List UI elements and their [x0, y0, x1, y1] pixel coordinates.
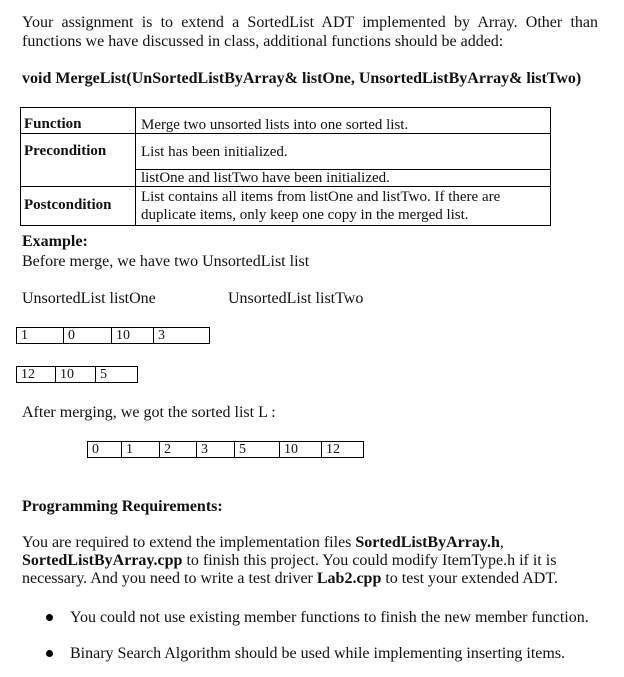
precondition-label: Precondition — [24, 143, 107, 159]
after-merge-text: After merging, we got the sorted list L : — [22, 404, 276, 421]
array-cell: 10 — [280, 441, 322, 458]
bullet-text: You could not use existing member functions to finish the new member function. — [70, 609, 589, 626]
programming-title: Programming Requirements: — [22, 498, 223, 515]
function-label: Function — [24, 116, 82, 132]
body-text: , — [499, 534, 504, 551]
example-description: Before merge, we have two UnsortedList list — [22, 253, 310, 270]
spec-table-divider — [135, 108, 136, 225]
list-one-array — [16, 327, 210, 344]
file-name-cpp: SortedListByArray.cpp — [22, 552, 183, 569]
precondition-value-2: listOne and listTwo have been initialized. — [141, 170, 390, 186]
body-text: to finish this project. You could modify ItemType.h if it is necessary. And you need to write a test driver — [22, 552, 557, 587]
precondition-value: List has been initialized. — [141, 144, 288, 160]
merged-array — [87, 441, 364, 458]
file-name-lab: Lab2.cpp — [316, 570, 382, 587]
array-cell: 0 — [87, 441, 122, 458]
array-cell: 12 — [322, 441, 364, 458]
list-one-label: UnsortedList listOne — [22, 290, 156, 307]
list-two-array — [16, 366, 138, 383]
body-text: You are required to extend the implementation files — [22, 534, 356, 551]
postcondition-label: Postcondition — [24, 197, 112, 213]
bullet-icon — [46, 614, 53, 621]
array-cell: 2 — [160, 441, 197, 458]
array-cell: 10 — [56, 366, 96, 383]
programming-body — [22, 534, 602, 588]
postcondition-value: List contains all items from listOne and listTwo. If there are duplicate items, only keep one copy in the merged list. — [141, 189, 501, 223]
array-cell: 5 — [96, 366, 138, 383]
example-title: Example: — [22, 233, 88, 250]
function-signature: void MergeList(UnSortedListByArray& listOne, UnsortedListByArray& listTwo) — [22, 70, 582, 87]
array-cell: 1 — [16, 327, 64, 344]
body-text: to test your extended ADT. — [381, 570, 558, 587]
array-cell: 0 — [64, 327, 112, 344]
bullet-icon — [46, 650, 53, 657]
array-cell: 3 — [197, 441, 235, 458]
function-value: Merge two unsorted lists into one sorted list. — [141, 117, 409, 133]
file-name-h: SortedListByArray.h — [355, 534, 500, 551]
array-cell: 10 — [112, 327, 154, 344]
bullet-text: Binary Search Algorithm should be used while implementing inserting items. — [70, 645, 566, 662]
array-cell: 3 — [154, 327, 210, 344]
list-two-label: UnsortedList listTwo — [228, 290, 364, 307]
array-cell: 5 — [235, 441, 280, 458]
intro-paragraph: Your assignment is to extend a SortedList ADT implemented by Array. Other than functions we have discussed in class, additional functions should be added: — [22, 14, 598, 50]
spec-table — [20, 107, 551, 226]
array-cell: 1 — [122, 441, 160, 458]
array-cell: 12 — [16, 366, 56, 383]
